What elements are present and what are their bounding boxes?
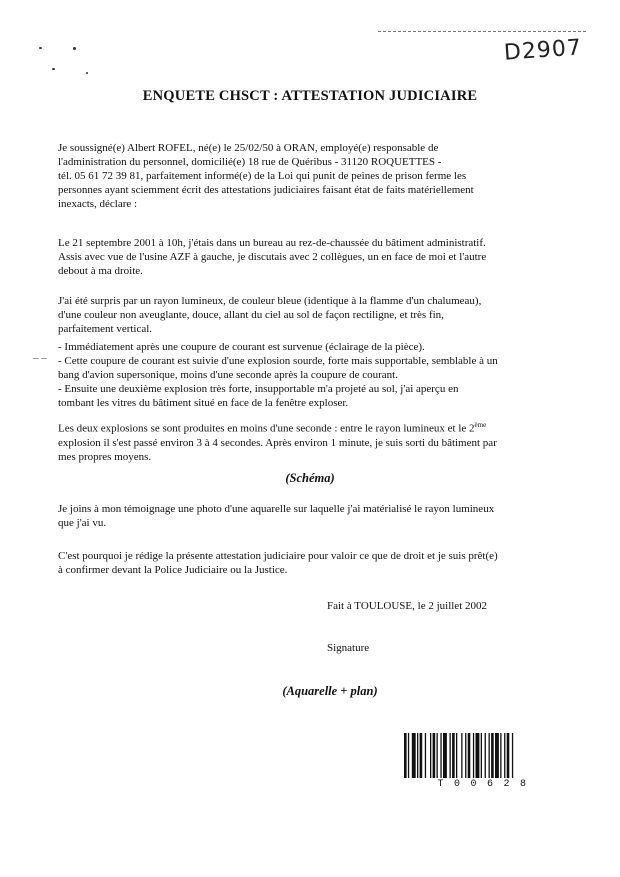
place-date: Fait à TOULOUSE, le 2 juillet 2002 xyxy=(327,600,487,612)
barcode-bar xyxy=(481,733,482,778)
paragraph-conclusion xyxy=(58,549,510,577)
paragraph-attachment xyxy=(58,502,510,530)
text-line: tél. 05 61 72 39 81, parfaitement informé(e) de la Loi qui punit de peines de prison ferme les xyxy=(58,170,467,182)
text-line: parfaitement vertical. xyxy=(58,323,153,335)
scan-speck xyxy=(86,72,88,74)
list-item: - Ensuite une deuxième explosion très forte, insupportable m'a projeté au sol, j'ai aperçu en xyxy=(58,383,459,395)
barcode-bar xyxy=(465,733,466,778)
barcode-bar xyxy=(468,733,471,778)
top-rule xyxy=(378,31,586,32)
barcode-bar xyxy=(485,733,486,778)
text-line: d'une couleur non aveuglante, douce, allant du ciel au sol de façon rectiligne, et très fin, xyxy=(58,309,444,321)
scan-speck xyxy=(73,47,76,50)
barcode-bar xyxy=(417,733,418,778)
barcode-number: T00628 xyxy=(437,779,537,790)
barcode-bar xyxy=(476,733,480,778)
barcode-bar xyxy=(473,733,474,778)
scan-speck xyxy=(52,68,55,70)
text-line: l'administration du personnel, domicilié(e) 18 rue de Quéribus - 31120 ROQUETTES - xyxy=(58,156,442,168)
barcode-bar xyxy=(404,733,407,778)
barcode-bar xyxy=(495,733,499,778)
barcode-bar xyxy=(507,733,510,778)
barcode-bar xyxy=(437,733,438,778)
text-line: Je soussigné(e) Albert ROFEL, né(e) le 25/02/50 à ORAN, employé(e) responsable de xyxy=(58,142,439,154)
paragraph-event xyxy=(58,236,510,278)
text-line: que j'ai vu. xyxy=(58,517,107,529)
paragraph-light-ray xyxy=(58,294,510,336)
barcode-bar xyxy=(420,733,423,778)
list-item: bang d'avion supersonique, moins d'une seconde après la coupure de courant. xyxy=(58,369,398,381)
barcode-bar xyxy=(408,733,409,778)
ordinal-suffix: ème xyxy=(474,421,487,429)
text-line: Le 21 septembre 2001 à 10h, j'étais dans un bureau au rez-de-chaussée du bâtiment administratif. xyxy=(58,237,486,249)
scan-speck xyxy=(39,47,42,49)
text-line: debout à ma droite. xyxy=(58,265,143,277)
barcode-bar xyxy=(430,733,431,778)
text-line xyxy=(58,418,510,436)
document-title: ENQUETE CHSCT : ATTESTATION JUDICIAIRE xyxy=(142,88,478,104)
text-fragment: Les deux explosions se sont produites en moins d'une seconde : entre le rayon lumineux et le 2 xyxy=(58,422,475,435)
barcode xyxy=(404,733,552,778)
text-line: inexacts, déclare : xyxy=(58,198,138,210)
barcode-bar xyxy=(443,733,447,778)
barcode-bar xyxy=(500,733,501,778)
barcode-bar xyxy=(425,733,426,778)
sequence-list xyxy=(58,340,510,410)
text-line: mes propres moyens. xyxy=(58,450,152,463)
barcode-bar xyxy=(412,733,416,778)
barcode-bar xyxy=(491,733,494,778)
barcode-bar xyxy=(512,733,513,778)
list-item: - Cette coupure de courant est suivie d'une explosion sourde, forte mais supportable, semblable à un xyxy=(58,355,498,367)
paragraph-timing xyxy=(58,418,510,464)
text-line: à confirmer devant la Police Judiciaire ou la Justice. xyxy=(58,564,288,576)
signature-label: Signature xyxy=(327,642,370,654)
barcode-bar xyxy=(461,733,462,778)
attachment-note: (Aquarelle + plan) xyxy=(282,684,378,698)
margin-dash: – – xyxy=(33,352,47,364)
handwritten-reference: D2907 xyxy=(503,35,583,66)
barcode-bar xyxy=(440,733,441,778)
barcode-bar xyxy=(489,733,490,778)
text-line: explosion il s'est passé environ 3 à 4 secondes. Après environ 1 minute, je suis sorti du bâtiment par xyxy=(58,436,497,449)
barcode-bar xyxy=(450,733,451,778)
barcode-bar xyxy=(433,733,436,778)
list-item: - Immédiatement après une coupure de courant est survenue (éclairage de la pièce). xyxy=(58,341,425,353)
intro-paragraph xyxy=(58,141,510,211)
barcode-bar xyxy=(456,733,457,778)
barcode-bar xyxy=(504,733,505,778)
text-line: personnes ayant sciemment écrit des attestations judiciaires faisant état de faits matériellement xyxy=(58,184,474,196)
text-line: Assis avec vue de l'usine AZF à gauche, je discutais avec 2 collègues, un en face de moi et l'autre xyxy=(58,251,487,263)
barcode-bar xyxy=(452,733,455,778)
text-line: J'ai été surpris par un rayon lumineux, de couleur bleue (identique à la flamme d'un chalumeau), xyxy=(58,295,482,307)
list-item: tombant les vitres du bâtiment situé en face de la fenêtre exploser. xyxy=(58,397,349,409)
text-line: Je joins à mon témoignage une photo d'une aquarelle sur laquelle j'ai matérialisé le rayon lumineux xyxy=(58,503,495,515)
text-line: C'est pourquoi je rédige la présente attestation judiciaire pour valoir ce que de droit et je suis prêt(e) xyxy=(58,550,498,562)
schema-heading: (Schéma) xyxy=(285,471,335,485)
